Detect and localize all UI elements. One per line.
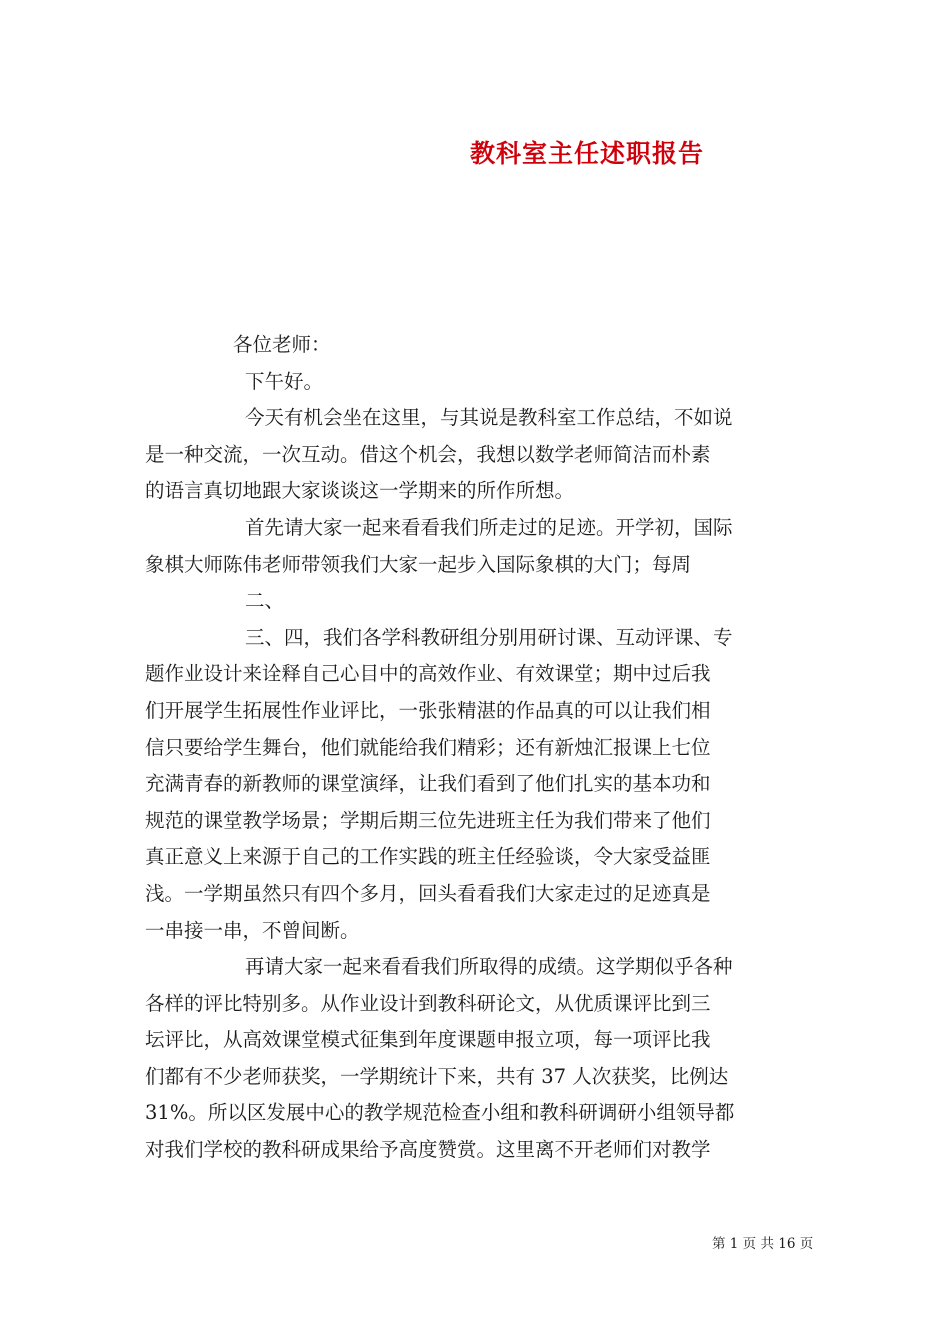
document-body — [145, 327, 805, 1169]
paragraph-line: 们开展学生拓展性作业评比，一张张精湛的作品真的可以让我们相 — [145, 698, 711, 722]
paragraph-line: 首先请大家一起来看看我们所走过的足迹。开学初，国际 — [245, 515, 733, 539]
paragraph-line: 们都有不少老师获奖，一学期统计下来，共有 37 人次获奖，比例达 — [145, 1064, 729, 1088]
paragraph-line: 再请大家一起来看看我们所取得的成绩。这学期似乎各种 — [245, 955, 733, 979]
paragraph-line: 坛评比，从高效课堂模式征集到年度课题申报立项，每一项评比我 — [145, 1028, 711, 1052]
paragraph-line: 浅。一学期虽然只有四个多月，回头看看我们大家走过的足迹真是 — [145, 881, 711, 905]
paragraph-line: 充满青春的新教师的课堂演绎，让我们看到了他们扎实的基本功和 — [145, 772, 711, 796]
paragraph-line: 象棋大师陈伟老师带领我们大家一起步入国际象棋的大门；每周 — [145, 552, 692, 576]
paragraph-line: 是一种交流，一次互动。借这个机会，我想以数学老师简洁而朴素 — [145, 442, 711, 466]
document-title: 教科室主任述职报告 — [470, 139, 705, 168]
paragraph-line: 一串接一串，不曾间断。 — [145, 918, 360, 942]
paragraph-line: 31%。所以区发展中心的教学规范检查小组和教科研调研小组领导都 — [145, 1101, 735, 1125]
paragraph-line: 信只要给学生舞台，他们就能给我们精彩；还有新烛汇报课上七位 — [145, 735, 711, 759]
paragraph-line: 对我们学校的教科研成果给予高度赞赏。这里离不开老师们对教学 — [145, 1138, 711, 1162]
paragraph-line: 真正意义上来源于自己的工作实践的班主任经验谈，令大家受益匪 — [145, 845, 711, 869]
page-number: 第 1 页 共 16 页 — [712, 1236, 814, 1252]
paragraph-line: 各样的评比特别多。从作业设计到教科研论文，从优质课评比到三 — [145, 991, 711, 1015]
paragraph-line: 今天有机会坐在这里，与其说是教科室工作总结，不如说 — [245, 406, 733, 430]
paragraph-line: 的语言真切地跟大家谈谈这一学期来的所作所想。 — [145, 479, 575, 503]
paragraph-line: 题作业设计来诠释自己心目中的高效作业、有效课堂；期中过后我 — [145, 662, 711, 686]
paragraph-line: 三、四，我们各学科教研组分别用研讨课、互动评课、专 — [245, 625, 733, 649]
paragraph-line: 规范的课堂教学场景；学期后期三位先进班主任为我们带来了他们 — [145, 808, 711, 832]
paragraph-line: 二、 — [245, 589, 285, 613]
greeting-line: 下午好。 — [245, 369, 324, 393]
salutation-line: 各位老师： — [233, 333, 331, 356]
